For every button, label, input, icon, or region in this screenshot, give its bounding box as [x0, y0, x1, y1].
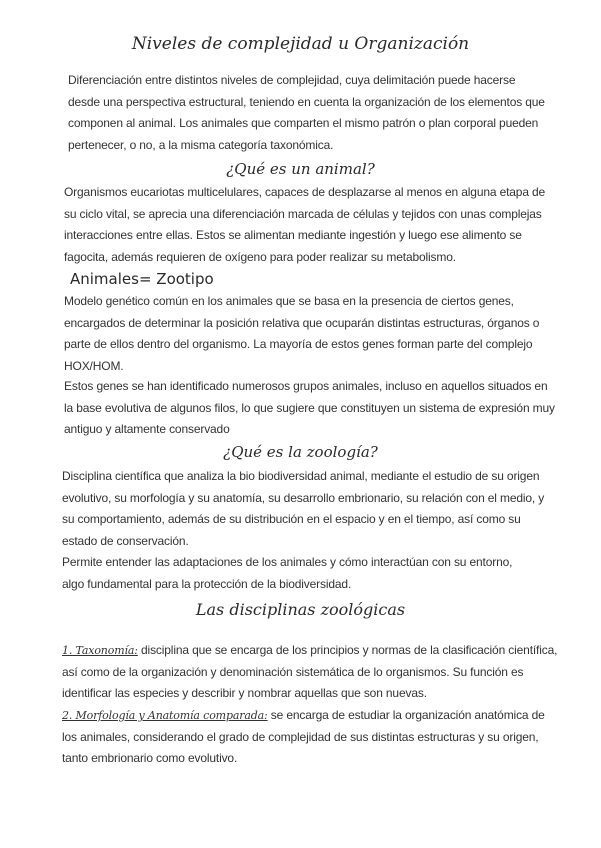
- zoologia-paragraph-2: Permite entender las adaptaciones de los animales y cómo interactúan con su entorno, algo fundamental para la protección de la biodiversidad.: [62, 555, 513, 591]
- zootipo-paragraph-1: Modelo genético común en los animales que se basa en la presencia de ciertos genes, encargados de determinar la posición relativa que ocuparán distintas estructuras, órganos o parte de ellos dentro del organismo. La mayoría de estos genes forman parte del complejo HOX/HOM.: [64, 294, 540, 373]
- disciplina-text-morfologia: se encarga de estudiar la organización anatómica de los animales, considerando el grado de complejidad de sus distintas estructuras y su origen, tanto embrionario como evolutivo.: [62, 708, 545, 765]
- intro-paragraph: Diferenciación entre distintos niveles de complejidad, cuya delimitación puede hacerse desde una perspectiva estructural, teniendo en cuenta la organización de los elementos que componen al animal. Los animales que comparten el mismo patrón o plan corporal pueden pertenecer, o no, a la misma categoría taxonómica.: [68, 73, 545, 152]
- page-title: Niveles de complejidad u Organización: [131, 34, 470, 54]
- zootipo-paragraph-2: Estos genes se han identificado numerosos grupos animales, incluso en aquellos situados en la base evolutiva de algunos filos, lo que sugiere que constituyen un sistema de expresión muy antiguo y altamente conservado: [64, 379, 555, 436]
- disciplina-term-taxonomia: 1. Taxonomía:: [62, 644, 138, 657]
- disciplina-text-taxonomia: disciplina que se encarga de los principios y normas de la clasificación científica, así como de la organización y denominación sistemática de lo organismos. Su función es identificar las especies y describir y nombrar aquellas que son nuevas.: [62, 643, 558, 700]
- heading-disciplinas-zoologicas: Las disciplinas zoológicas: [195, 600, 406, 619]
- animal-paragraph: Organismos eucariotas multicelulares, capaces de desplazarse al menos en alguna etapa de su ciclo vital, se aprecia una diferenciación marcada de células y tejidos con unas complejas interacciones entre ellas. Estos se alimentan mediante ingestión y luego ese alimento se fagocita, además requieren de oxígeno para poder realizar su metabolismo.: [64, 185, 546, 264]
- heading-zootipo: Animales= Zootipo: [70, 270, 214, 288]
- heading-que-es-la-zoologia: ¿Qué es la zoología?: [223, 443, 378, 461]
- disciplina-term-morfologia: 2. Morfología y Anatomía comparada:: [62, 709, 268, 722]
- disciplina-item-morfologia: [62, 705, 558, 770]
- disciplina-item-taxonomia: [62, 640, 558, 705]
- heading-que-es-un-animal: ¿Qué es un animal?: [226, 160, 375, 178]
- zoologia-paragraph-1: Disciplina científica que analiza la bio biodiversidad animal, mediante el estudio de su origen evolutivo, su morfología y su anatomía, su desarrollo embrionario, su relación con el medio, y su comportamiento, además de su distribución en el espacio y en el tiempo, así como su estado de conservación.: [62, 469, 545, 548]
